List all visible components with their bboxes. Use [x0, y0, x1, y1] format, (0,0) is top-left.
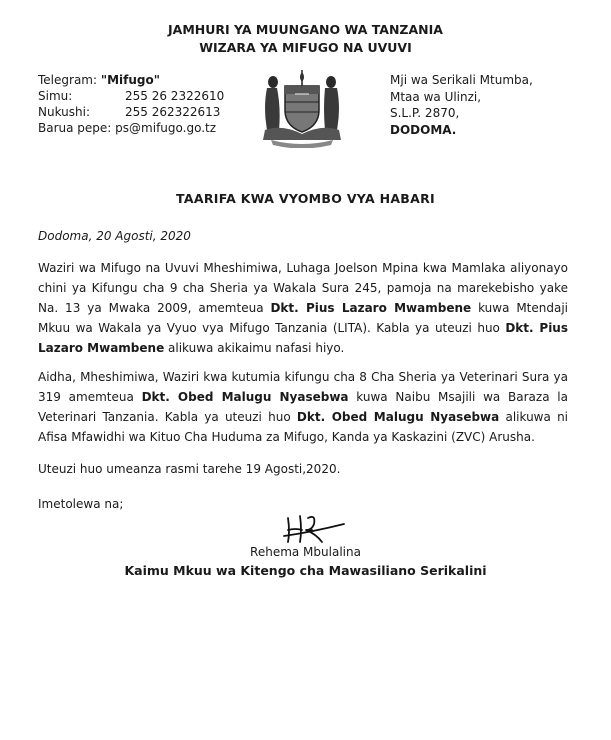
address-block [390, 72, 533, 138]
simu-label: Simu: [38, 89, 73, 103]
issued-by-label: Imetolewa na; [38, 497, 124, 511]
paragraph-2-text-c: alikuwa ni Afisa Mfawidhi wa Kituo Cha Huduma za Mifugo, Kanda ya Kaskazini (ZVC) Arusha. [38, 410, 569, 444]
document-date: Dodoma, 20 Agosti, 2020 [38, 229, 191, 243]
paragraph-3: Uteuzi huo umeanza rasmi tarehe 19 Agosti,2020. [38, 462, 341, 476]
paragraph-1-text-a: Waziri wa Mifugo na Uvuvi Mheshimiwa, Luhaga Joelson Mpina kwa Mamlaka aliyonayo chini ya Kifungu cha 9 cha Sheria ya Wakala Sura 245, pamoja na marekebisho yake Na. 13 ya Mwaka 2009, amemteua [38, 261, 568, 315]
header-line-republic: JAMHURI YA MUUNGANO WA TANZANIA [168, 22, 443, 37]
address-line-2: Mtaa wa Ulinzi, [390, 89, 482, 104]
address-line-3: S.L.P. 2870, [390, 106, 460, 120]
nukushi-label: Nukushi: [38, 105, 91, 119]
signer-title: Kaimu Mkuu wa Kitengo cha Mawasiliano Serikalini [124, 563, 487, 578]
telegram-label: Telegram: [38, 73, 98, 87]
paragraph-2-text-a: Aidha, Mheshimiwa, Waziri kwa kutumia kifungu cha 8 Cha Sheria ya Veterinari Sura ya 319 amemteua [38, 370, 568, 404]
contact-email [38, 120, 216, 137]
email-label: Barua pepe: [38, 121, 112, 135]
address-line-1: Mji wa Serikali Mtumba, [390, 73, 533, 87]
coat-of-arms-icon [257, 68, 347, 148]
email-value: ps@mifugo.go.tz [115, 121, 217, 135]
simu-value: 255 26 2322610 [125, 89, 225, 103]
paragraph-2-text-b: kuwa Naibu Msajili wa Baraza la Veterinari Tanzania. Kabla ya uteuzi huo [38, 390, 568, 424]
telegram-value: "Mifugo" [100, 73, 161, 87]
paragraph-2-name-a: Dkt. Obed Malugu Nyasebwa [141, 390, 349, 404]
signature-icon [282, 510, 352, 546]
header-line-ministry: WIZARA YA MIFUGO NA UVUVI [199, 40, 412, 55]
paragraph-1 [38, 258, 568, 358]
contact-simu [38, 88, 224, 105]
paragraph-1-name-b: Dkt. Pius Lazaro Mwambene [38, 321, 568, 355]
address-line-4: DODOMA. [390, 122, 457, 137]
paragraph-1-text-c: alikuwa akikaimu nafasi hiyo. [164, 341, 345, 355]
nukushi-value: 255 262322613 [125, 105, 221, 119]
contact-telegram [38, 72, 160, 89]
contact-nukushi [38, 104, 220, 121]
signer-name: Rehema Mbulalina [250, 545, 361, 559]
paragraph-1-text-b: kuwa Mtendaji Mkuu wa Wakala ya Vyuo vya Mifugo Tanzania (LITA). Kabla ya uteuzi huo [38, 301, 569, 335]
paragraph-1-name-a: Dkt. Pius Lazaro Mwambene [270, 301, 472, 315]
paragraph-2 [38, 367, 568, 447]
paragraph-2-name-b: Dkt. Obed Malugu Nyasebwa [296, 410, 500, 424]
document-title: TAARIFA KWA VYOMBO VYA HABARI [176, 191, 435, 206]
